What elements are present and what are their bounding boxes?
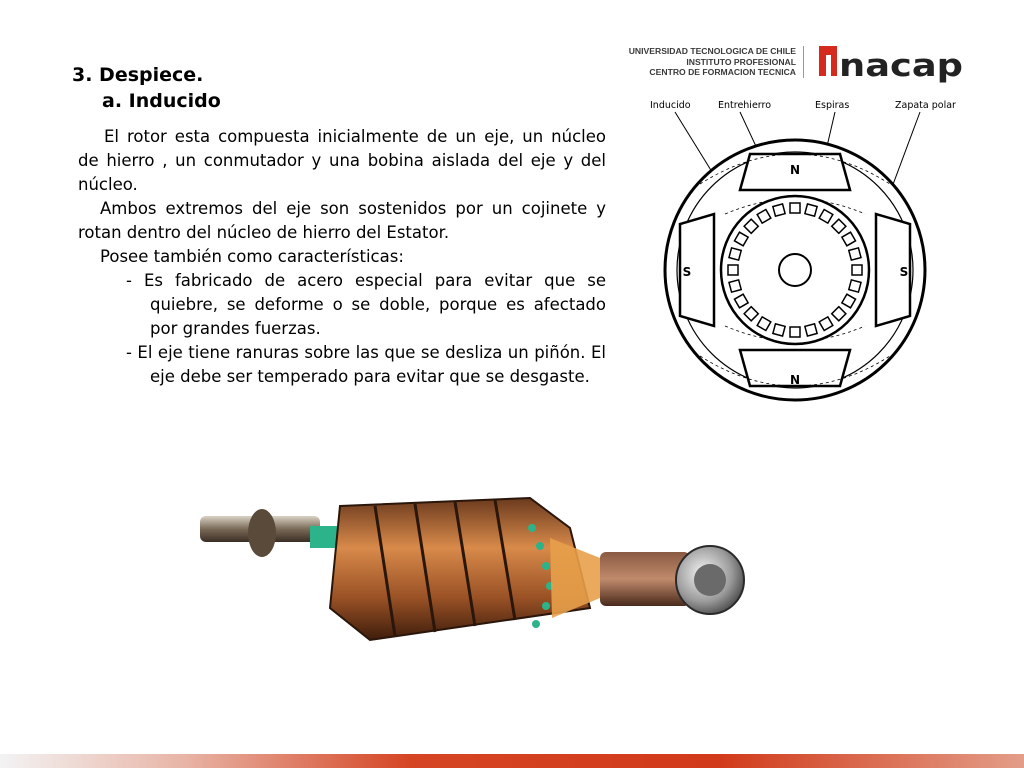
- armature-slot: [790, 203, 800, 213]
- list-item: - Es fabricado de acero especial para evitar que se quiebre, se deforme o se doble, porque es afectado por grandes fuerzas.: [126, 271, 606, 338]
- armature-slot: [729, 248, 741, 260]
- bearing-right-hub: [694, 564, 726, 596]
- label-inducido: Inducido: [650, 100, 691, 111]
- logo-divider: [803, 46, 804, 78]
- armature-slot: [728, 265, 738, 275]
- armature-slot: [849, 280, 861, 292]
- armature-slot: [805, 204, 817, 216]
- logo-block-cutout: [826, 55, 831, 76]
- label-zapata-polar: Zapata polar: [895, 100, 956, 111]
- institution-line: CENTRO DE FORMACION TECNICA: [649, 67, 796, 77]
- armature-slot: [805, 324, 817, 336]
- pole-label-left: S: [682, 265, 692, 279]
- armature-slot: [852, 265, 862, 275]
- armature-slot: [849, 248, 861, 260]
- label-entrehierro: Entrehierro: [718, 100, 772, 111]
- institution-line: INSTITUTO PROFESIONAL: [686, 56, 796, 67]
- shaft-circle: [779, 254, 811, 286]
- paragraph-characteristics: Posee también como características:: [100, 247, 404, 266]
- paragraph-bearing: Ambos extremos del eje son sostenidos por un cojinete y rotan dentro del núcleo de hierro del Estator.: [78, 199, 606, 242]
- bottom-accent-bar: [0, 754, 1024, 768]
- slide-heading: [72, 62, 221, 114]
- institution-line: UNIVERSIDAD TECNOLOGICA DE CHILE: [628, 46, 796, 56]
- section-subtitle: a. Inducido: [102, 90, 221, 112]
- list-item: - El eje tiene ranuras sobre las que se desliza un piñón. El eje debe ser temperado para evitar que se desgaste.: [126, 343, 606, 386]
- body-text: [78, 125, 606, 389]
- logo-wordmark: nacap: [839, 48, 963, 84]
- pole-label-bottom: N: [789, 373, 801, 387]
- winding-leads: [550, 538, 600, 618]
- pole-label-top: N: [789, 163, 801, 177]
- armature-slot: [790, 327, 800, 337]
- armature-slot: [773, 324, 785, 336]
- inacap-logo: [817, 40, 967, 84]
- institution-text: [628, 46, 796, 78]
- armature-slot: [773, 204, 785, 216]
- characteristics-list: [78, 269, 606, 389]
- pole-label-right: S: [899, 265, 909, 279]
- armature-photo: [190, 488, 750, 648]
- motor-cross-section-diagram: [640, 94, 970, 406]
- section-title: 3. Despiece.: [72, 64, 204, 86]
- armature-slot: [729, 280, 741, 292]
- bearing-left: [248, 509, 276, 557]
- label-espiras: Espiras: [815, 100, 850, 111]
- paragraph-rotor: El rotor esta compuesta inicialmente de un eje, un núcleo de hierro , un conmutador y una bobina aislada del eje y del núcleo.: [78, 127, 606, 194]
